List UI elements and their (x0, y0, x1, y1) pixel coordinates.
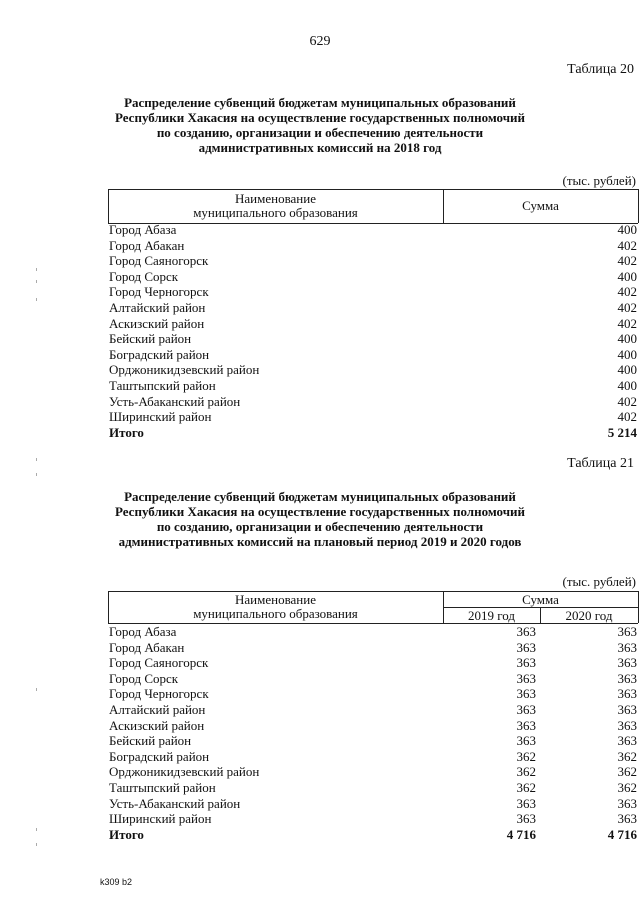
table-21-name-header (108, 593, 443, 621)
row-name: Таштыпский район (109, 780, 216, 795)
table-row (109, 222, 637, 238)
row-name: Город Черногорск (109, 686, 209, 702)
row-value: 400 (617, 268, 637, 284)
row-name: Город Саяногорск (109, 655, 209, 671)
row-value: 402 (617, 409, 637, 425)
row-name: Город Абаза (109, 624, 177, 639)
row-name: Усть-Абаканский район (109, 393, 241, 409)
row-value: 402 (617, 237, 637, 253)
row-value-2019: 362 (516, 780, 536, 795)
row-name: Орджоникидзевский район (109, 764, 260, 780)
row-name: Бейский район (109, 331, 192, 347)
total-value-2020: 4 716 (607, 826, 637, 842)
row-value-2020: 363 (617, 717, 637, 733)
row-name: Аскизский район (109, 315, 205, 331)
name-header-line: муниципального образования (193, 606, 358, 621)
table-row (109, 733, 637, 749)
table-21-title (0, 489, 640, 549)
row-value: 402 (617, 315, 637, 331)
page-number: 629 (309, 34, 331, 49)
row-value-2019: 363 (516, 639, 536, 655)
total-value-2019: 4 716 (506, 826, 536, 842)
row-value-2019: 363 (516, 717, 536, 733)
table-row (109, 686, 637, 702)
row-name: Ширинский район (109, 409, 212, 425)
total-label: Итого (109, 826, 144, 842)
table-row (109, 362, 637, 378)
table-row (109, 764, 637, 780)
row-value-2019: 363 (516, 811, 536, 827)
row-value-2020: 363 (617, 811, 637, 827)
name-header-line: Наименование (235, 191, 316, 206)
table-row (109, 331, 637, 347)
table-21-label: Таблица 21 (567, 456, 634, 471)
table-21-title-line: по созданию, организации и обеспечению деятельности (156, 519, 484, 534)
row-name: Ширинский район (109, 811, 212, 827)
row-value-2019: 363 (516, 795, 536, 811)
row-name: Боградский район (109, 748, 210, 764)
row-value-2020: 363 (617, 702, 637, 717)
table-20-title-line: Распределение субвенций бюджетам муниципальных образований (124, 95, 516, 110)
total-value: 5 214 (607, 424, 637, 440)
row-name: Город Сорск (109, 268, 179, 284)
table-row (109, 749, 637, 765)
table-row (109, 347, 637, 363)
row-value-2020: 363 (617, 639, 637, 655)
table-total-row (109, 425, 637, 441)
name-header-line: муниципального образования (193, 205, 358, 220)
row-name: Аскизский район (109, 717, 205, 733)
row-value-2019: 363 (516, 733, 536, 749)
row-name: Боградский район (109, 346, 210, 362)
table-row (109, 316, 637, 332)
row-value-2019: 363 (516, 686, 536, 702)
table-21-sum-header: Сумма (522, 592, 559, 607)
footer-code: k309 b2 (100, 877, 133, 887)
row-value-2020: 363 (617, 670, 637, 686)
table-row (109, 780, 637, 796)
row-value-2019: 363 (516, 702, 536, 717)
table-row (109, 796, 637, 812)
table-row (109, 811, 637, 827)
table-21-title-line: административных комиссий на плановый период 2019 и 2020 годов (118, 534, 522, 549)
row-value-2020: 363 (617, 686, 637, 702)
table-20-name-header (108, 192, 443, 220)
table-row (109, 253, 637, 269)
row-name: Город Саяногорск (109, 253, 209, 269)
table-row (109, 640, 637, 656)
table-20-title-line: административных комиссий на 2018 год (198, 140, 442, 155)
table-21-title-line: Республики Хакасия на осуществление государственных полномочий (114, 504, 526, 519)
row-name: Таштыпский район (109, 378, 216, 393)
row-value-2020: 362 (617, 748, 637, 764)
row-value-2019: 362 (516, 748, 536, 764)
table-row (109, 300, 637, 316)
table-20-label: Таблица 20 (567, 62, 634, 77)
table-row (109, 409, 637, 425)
table-row (109, 702, 637, 718)
row-name: Усть-Абаканский район (109, 795, 241, 811)
row-value: 402 (617, 284, 637, 300)
table-20-unit: (тыс. рублей) (562, 173, 636, 188)
row-value-2020: 363 (617, 733, 637, 749)
row-name: Город Сорск (109, 670, 179, 686)
row-value-2020: 363 (617, 655, 637, 671)
table-20-title-line: по созданию, организации и обеспечению деятельности (156, 125, 484, 140)
table-21-year-2020-header: 2020 год (565, 608, 613, 623)
table-row (109, 655, 637, 671)
row-value: 402 (617, 300, 637, 315)
table-21-title-line: Распределение субвенций бюджетам муниципальных образований (124, 489, 516, 504)
row-value: 400 (617, 362, 637, 378)
row-value-2020: 363 (617, 624, 637, 639)
row-value-2019: 363 (516, 670, 536, 686)
row-name: Город Абакан (109, 237, 185, 253)
row-name: Город Черногорск (109, 284, 209, 300)
table-20-title-line: Республики Хакасия на осуществление государственных полномочий (114, 110, 526, 125)
row-name: Орджоникидзевский район (109, 362, 260, 378)
row-value-2019: 362 (516, 764, 536, 780)
row-value-2020: 362 (617, 764, 637, 780)
table-21-year-2019-header: 2019 год (468, 608, 515, 623)
table-row (109, 624, 637, 640)
name-header-line: Наименование (235, 592, 316, 607)
table-total-row (109, 827, 637, 843)
row-value-2019: 363 (516, 624, 536, 639)
row-value: 400 (617, 331, 637, 347)
table-21-unit: (тыс. рублей) (562, 574, 636, 589)
table-20-sum-header: Сумма (522, 198, 559, 213)
row-value-2019: 363 (516, 655, 536, 671)
row-value-2020: 363 (617, 795, 637, 811)
row-name: Бейский район (109, 733, 192, 749)
table-row (109, 284, 637, 300)
table-row (109, 269, 637, 285)
row-name: Город Абакан (109, 639, 185, 655)
table-row (109, 671, 637, 687)
table-row (109, 238, 637, 254)
row-name: Алтайский район (109, 300, 206, 315)
table-row (109, 718, 637, 734)
table-row (109, 394, 637, 410)
row-value: 402 (617, 253, 637, 269)
row-name: Алтайский район (109, 702, 206, 717)
row-value: 400 (617, 378, 637, 393)
scan-margin-marks (36, 268, 38, 888)
table-row (109, 378, 637, 394)
row-value: 400 (617, 222, 637, 237)
row-value: 400 (617, 346, 637, 362)
row-value: 402 (617, 393, 637, 409)
table-20-title (0, 95, 640, 155)
row-value-2020: 362 (617, 780, 637, 795)
row-name: Город Абаза (109, 222, 177, 237)
total-label: Итого (109, 424, 144, 440)
